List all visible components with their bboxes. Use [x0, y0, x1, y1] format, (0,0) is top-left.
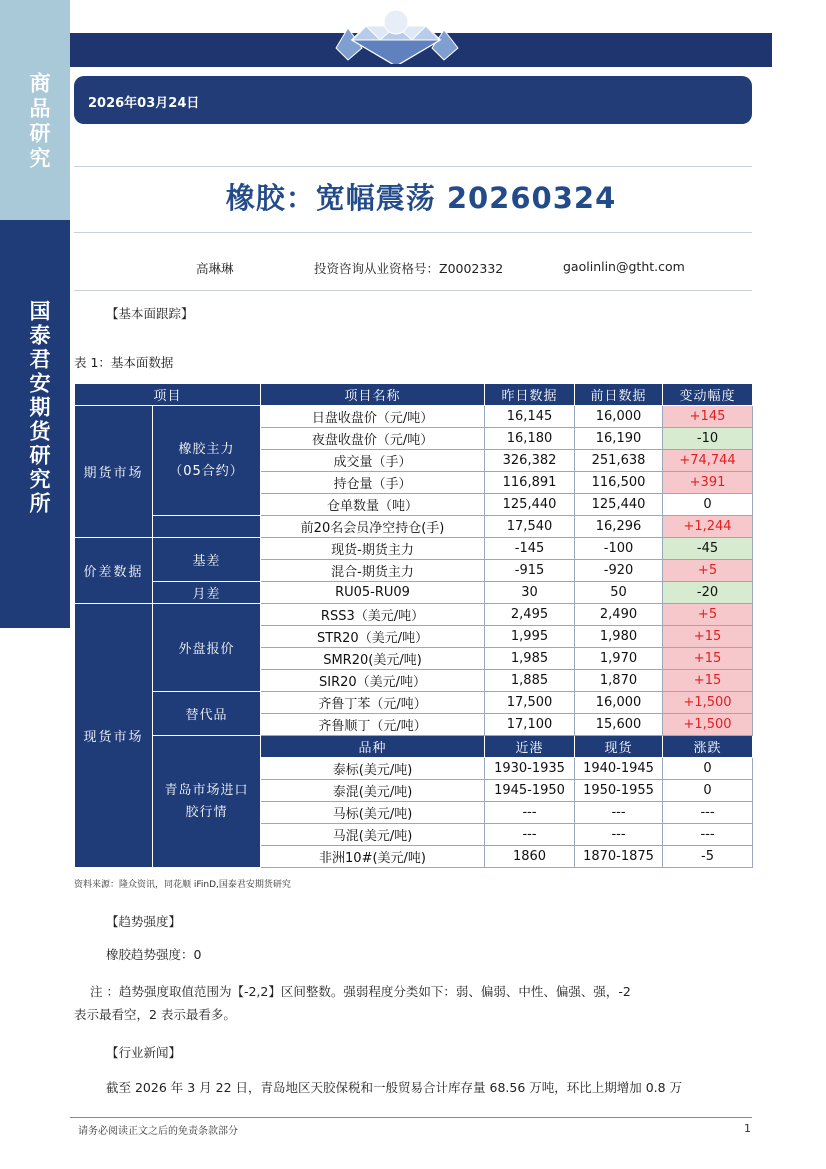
row-prev: 16,000: [575, 406, 663, 428]
row-name: 前20名会员净空持仓(手): [261, 516, 485, 538]
qingdao-row-change: ---: [663, 802, 753, 824]
row-yesterday: 16,180: [485, 428, 575, 450]
row-change: -45: [663, 538, 753, 560]
row-yesterday: 1,995: [485, 626, 575, 648]
header-prev-day: 前日数据: [575, 384, 663, 406]
row-change: +145: [663, 406, 753, 428]
footer-disclaimer[interactable]: 请务必阅读正文之后的免责条款部分: [78, 1126, 238, 1137]
header-item-name: 项目名称: [261, 384, 485, 406]
group-substitute: 替代品: [153, 692, 261, 736]
row-change: +74,744: [663, 450, 753, 472]
row-yesterday: 17,500: [485, 692, 575, 714]
qingdao-row-name: 非洲10#(美元/吨): [261, 846, 485, 868]
footer-divider: [70, 1117, 752, 1118]
row-yesterday: 30: [485, 582, 575, 604]
row-change: +1,500: [663, 692, 753, 714]
qingdao-row-spot: 1940-1945: [575, 758, 663, 780]
qingdao-row-near: 1860: [485, 846, 575, 868]
section-news: 【行业新闻】: [106, 1045, 182, 1060]
row-prev: 1,870: [575, 670, 663, 692]
row-prev: 1,980: [575, 626, 663, 648]
qingdao-header-change: 涨跌: [663, 736, 753, 758]
author-qualification: 投资咨询从业资格号：Z0002332: [314, 261, 504, 276]
row-name: SIR20（美元/吨）: [261, 670, 485, 692]
qingdao-row-change: -5: [663, 846, 753, 868]
trend-note-line1: 注 ：趋势强度取值范围为【-2,2】区间整数。强弱程度分类如下：弱、偏弱、中性、偏强、强，-2: [90, 984, 631, 999]
row-name: SMR20(美元/吨): [261, 648, 485, 670]
divider: [74, 290, 752, 291]
row-change: +5: [663, 560, 753, 582]
row-name: RSS3（美元/吨）: [261, 604, 485, 626]
row-prev: 16,000: [575, 692, 663, 714]
row-change: +15: [663, 626, 753, 648]
group-offshore: 外盘报价: [153, 604, 261, 692]
table-source: 资料来源：隆众资讯，同花顺 iFinD,国泰君安期货研究: [74, 880, 291, 890]
row-yesterday: -915: [485, 560, 575, 582]
row-change: +15: [663, 648, 753, 670]
sidebar-top-label: 商品研究: [27, 72, 51, 172]
row-change: +391: [663, 472, 753, 494]
group-qingdao: 青岛市场进口 胶行情: [153, 736, 261, 868]
row-prev: 15,600: [575, 714, 663, 736]
row-change: -10: [663, 428, 753, 450]
divider: [74, 166, 752, 167]
row-yesterday: 326,382: [485, 450, 575, 472]
qingdao-row-name: 泰标(美元/吨): [261, 758, 485, 780]
author-email[interactable]: gaolinlin@gtht.com: [563, 259, 685, 274]
row-name: RU05-RU09: [261, 582, 485, 604]
row-yesterday: 1,885: [485, 670, 575, 692]
section-trend: 【趋势强度】: [106, 914, 182, 929]
row-change: +15: [663, 670, 753, 692]
trend-note-line2: 表示最看空，2 表示最看多。: [74, 1007, 236, 1022]
author-name: 高琳琳: [196, 261, 234, 276]
row-name: 齐鲁丁苯（元/吨）: [261, 692, 485, 714]
row-change: 0: [663, 494, 753, 516]
row-name: 混合-期货主力: [261, 560, 485, 582]
section-fundamentals: 【基本面跟踪】: [106, 306, 194, 321]
qingdao-header-spot: 现货: [575, 736, 663, 758]
header-yesterday: 昨日数据: [485, 384, 575, 406]
row-prev: -920: [575, 560, 663, 582]
group-blank: [153, 516, 261, 538]
group-monthly: 月差: [153, 582, 261, 604]
page-number: 1: [744, 1122, 751, 1135]
row-name: 现货-期货主力: [261, 538, 485, 560]
row-prev: 16,190: [575, 428, 663, 450]
group-rubber-main: 橡胶主力 （05合约）: [153, 406, 261, 516]
qingdao-row-spot: ---: [575, 824, 663, 846]
qingdao-row-change: ---: [663, 824, 753, 846]
row-change: +1,500: [663, 714, 753, 736]
row-name: 成交量（手）: [261, 450, 485, 472]
qingdao-row-near: 1930-1935: [485, 758, 575, 780]
header-change: 变动幅度: [663, 384, 753, 406]
qingdao-row-change: 0: [663, 780, 753, 802]
row-prev: 16,296: [575, 516, 663, 538]
row-name: 夜盘收盘价（元/吨）: [261, 428, 485, 450]
news-line1: 截至 2026 年 3 月 22 日，青岛地区天胶保税和一般贸易合计库存量 68.56 万吨，环比上期增加 0.8 万: [106, 1080, 683, 1095]
group-futures: 期货市场: [75, 406, 153, 538]
sidebar-bottom-label: 国泰君安期货研究所: [27, 300, 51, 516]
table-caption: 表 1：基本面数据: [74, 355, 174, 370]
row-name: STR20（美元/吨）: [261, 626, 485, 648]
qingdao-row-spot: 1870-1875: [575, 846, 663, 868]
header-item: 项目: [75, 384, 261, 406]
qingdao-row-change: 0: [663, 758, 753, 780]
row-prev: 116,500: [575, 472, 663, 494]
qingdao-row-spot: ---: [575, 802, 663, 824]
qingdao-row-near: ---: [485, 802, 575, 824]
row-prev: 2,490: [575, 604, 663, 626]
row-name: 齐鲁顺丁（元/吨）: [261, 714, 485, 736]
trend-strength: 橡胶趋势强度：0: [106, 947, 202, 962]
qingdao-header-variety: 品种: [261, 736, 485, 758]
group-basis: 基差: [153, 538, 261, 582]
row-yesterday: 1,985: [485, 648, 575, 670]
row-yesterday: 2,495: [485, 604, 575, 626]
report-date: 2026年03月24日: [88, 96, 200, 111]
row-yesterday: 17,100: [485, 714, 575, 736]
row-prev: 125,440: [575, 494, 663, 516]
row-prev: 50: [575, 582, 663, 604]
report-title: 橡胶：宽幅震荡 20260324: [225, 181, 617, 215]
qingdao-row-spot: 1950-1955: [575, 780, 663, 802]
qingdao-header-near: 近港: [485, 736, 575, 758]
qingdao-row-near: 1945-1950: [485, 780, 575, 802]
diamond-logo-icon: [316, 4, 476, 64]
row-prev: 251,638: [575, 450, 663, 472]
group-spread: 价差数据: [75, 538, 153, 604]
row-prev: -100: [575, 538, 663, 560]
row-name: 持仓量（手）: [261, 472, 485, 494]
row-yesterday: 116,891: [485, 472, 575, 494]
group-spot: 现货市场: [75, 604, 153, 868]
row-prev: 1,970: [575, 648, 663, 670]
row-change: -20: [663, 582, 753, 604]
row-yesterday: 125,440: [485, 494, 575, 516]
row-yesterday: 17,540: [485, 516, 575, 538]
qingdao-row-name: 泰混(美元/吨): [261, 780, 485, 802]
row-yesterday: -145: [485, 538, 575, 560]
row-change: +5: [663, 604, 753, 626]
row-name: 日盘收盘价（元/吨）: [261, 406, 485, 428]
row-yesterday: 16,145: [485, 406, 575, 428]
row-name: 仓单数量（吨）: [261, 494, 485, 516]
row-change: +1,244: [663, 516, 753, 538]
qingdao-row-near: ---: [485, 824, 575, 846]
divider: [74, 232, 752, 233]
qingdao-row-name: 马混(美元/吨): [261, 824, 485, 846]
fundamentals-table: [74, 383, 753, 868]
qingdao-row-name: 马标(美元/吨): [261, 802, 485, 824]
